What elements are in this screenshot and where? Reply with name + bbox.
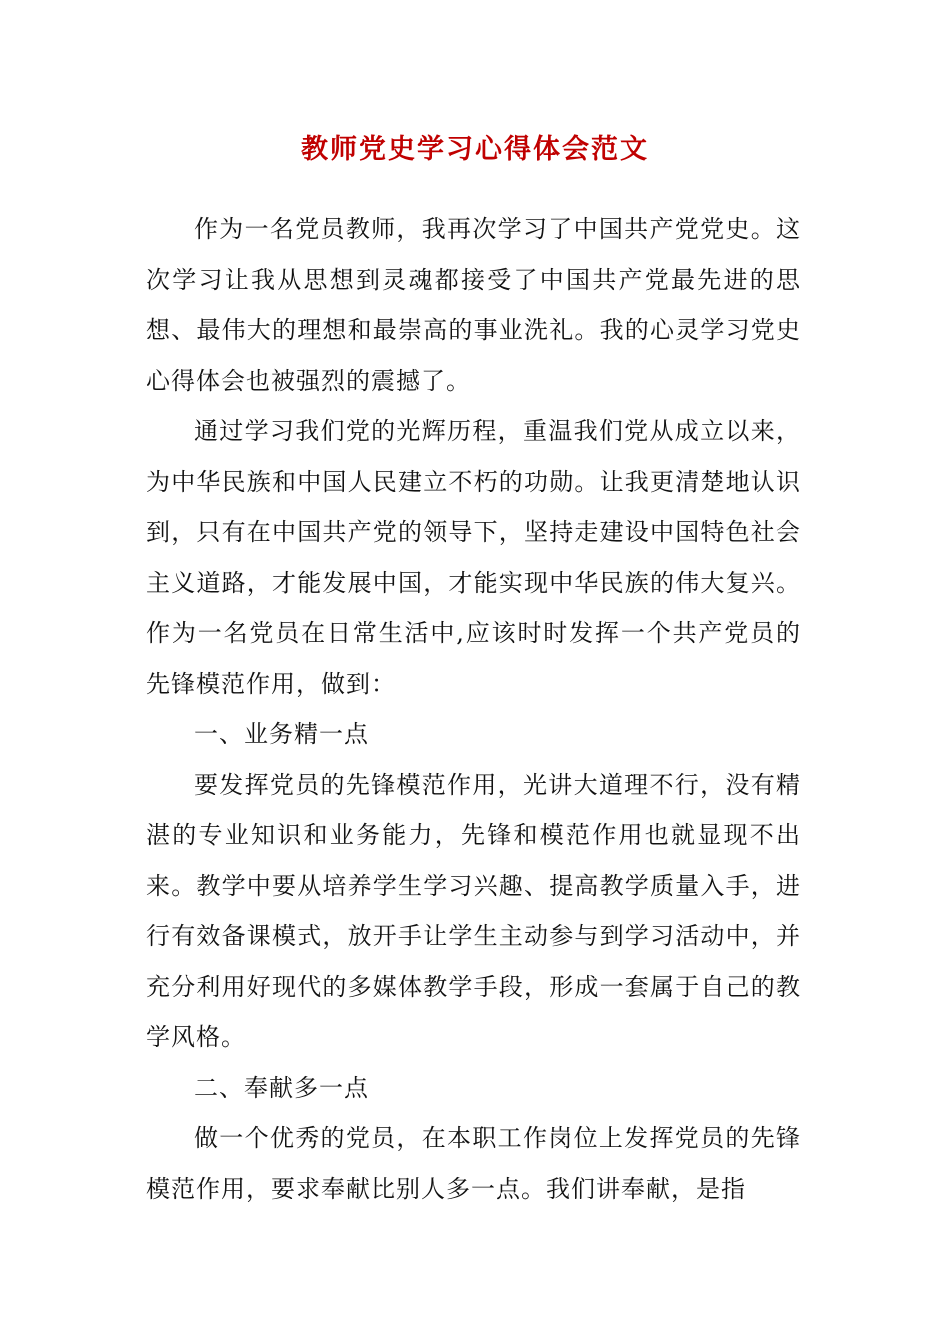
paragraph-history: 通过学习我们党的光辉历程，重温我们党从成立以来，为中华民族和中国人民建立不朽的功勋。让我更清楚地认识到，只有在中国共产党的领导下，坚持走建设中国特色社会主义道路，才能发展中国，才能实现中华民族的伟大复兴。作为一名党员在日常生活中,应该时时发挥一个共产党员的先锋模范作用，做到： bbox=[146, 417, 801, 698]
section-heading-1: 一、业务精一点 bbox=[194, 720, 369, 748]
section-heading-2: 二、奉献多一点 bbox=[194, 1073, 369, 1102]
paragraph-section-2: 做一个优秀的党员，在本职工作岗位上发挥党员的先锋模范作用，要求奉献比别人多一点。我们讲奉献，是指 bbox=[146, 1124, 801, 1203]
document-title: 教师党史学习心得体会范文 bbox=[301, 134, 649, 165]
paragraph-section-1: 要发挥党员的先锋模范作用，光讲大道理不行，没有精湛的专业知识和业务能力，先锋和模范作用也就显现不出来。教学中要从培养学生学习兴趣、提高教学质量入手，进行有效备课模式，放开手让学生主动参与到学习活动中，并充分利用好现代的多媒体教学手段，形成一套属于自己的教学风格。 bbox=[146, 770, 801, 1051]
paragraph-intro: 作为一名党员教师，我再次学习了中国共产党党史。这次学习让我从思想到灵魂都接受了中国共产党最先进的思想、最伟大的理想和最崇高的事业洗礼。我的心灵学习党史心得体会也被强烈的震撼了。 bbox=[146, 215, 801, 395]
document-body bbox=[146, 204, 801, 1214]
